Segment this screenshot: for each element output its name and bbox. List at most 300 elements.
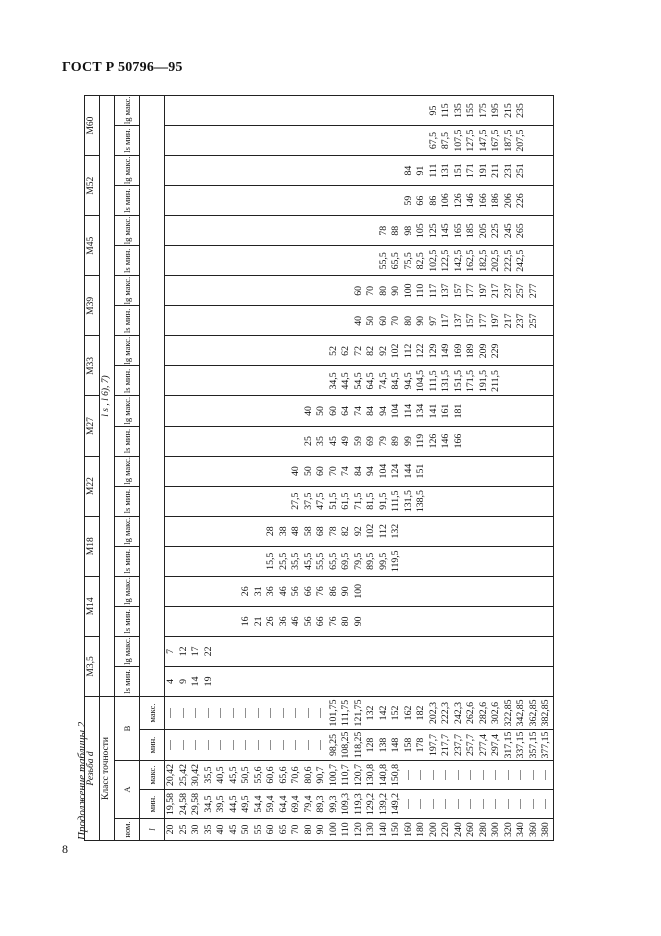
value-cell [465, 546, 478, 576]
value-cell: 197 [478, 276, 491, 306]
value-cell: — [253, 696, 266, 729]
value-cell: 7 [165, 636, 178, 666]
value-cell [428, 486, 441, 516]
value-cell [353, 126, 366, 156]
value-cell [253, 186, 266, 216]
value-cell [165, 96, 178, 126]
value-cell: 134 [415, 396, 428, 426]
value-cell: 21 [253, 606, 266, 636]
value-cell: 74,5 [378, 366, 391, 396]
value-cell [303, 276, 316, 306]
value-cell: — [303, 730, 316, 761]
value-cell [478, 636, 491, 666]
dimensions-table [84, 95, 554, 841]
value-cell [265, 186, 278, 216]
value-cell [278, 216, 291, 246]
value-cell [490, 456, 503, 486]
value-cell: 140,8 [378, 761, 391, 790]
nominal-length-cell: 320 [503, 819, 516, 841]
value-cell [178, 186, 191, 216]
value-cell [178, 426, 191, 456]
value-cell: 166 [478, 186, 491, 216]
value-cell [315, 636, 328, 666]
value-cell: 89,3 [315, 790, 328, 819]
value-cell [165, 306, 178, 336]
nominal-length-cell: 180 [415, 819, 428, 841]
value-cell [365, 246, 378, 276]
value-cell: 142,5 [453, 246, 466, 276]
value-cell: 88 [390, 216, 403, 246]
value-cell: — [178, 696, 191, 729]
value-cell [303, 636, 316, 666]
value-cell [278, 636, 291, 666]
nominal-length-cell: 380 [540, 819, 553, 841]
value-cell [190, 516, 203, 546]
table-row [303, 96, 316, 841]
value-cell: 45 [328, 426, 341, 456]
value-cell: 9 [178, 666, 191, 696]
value-cell [528, 636, 541, 666]
table-row [540, 96, 553, 841]
value-cell: — [415, 790, 428, 819]
value-cell [253, 276, 266, 306]
value-cell: 302,6 [490, 696, 503, 729]
value-cell [215, 606, 228, 636]
value-cell [365, 576, 378, 606]
value-cell [478, 426, 491, 456]
value-cell: 26 [240, 576, 253, 606]
value-cell [290, 666, 303, 696]
value-cell [228, 216, 241, 246]
value-cell: 237,7 [453, 730, 466, 761]
value-cell [190, 246, 203, 276]
value-cell [528, 576, 541, 606]
value-cell: 80 [403, 306, 416, 336]
value-cell: 92 [378, 336, 391, 366]
value-cell: 137 [440, 276, 453, 306]
value-cell [228, 276, 241, 306]
value-cell: — [215, 730, 228, 761]
value-cell [240, 546, 253, 576]
nominal-length-cell: 280 [478, 819, 491, 841]
nominal-length-cell: 340 [515, 819, 528, 841]
value-cell [440, 666, 453, 696]
value-cell [178, 546, 191, 576]
value-cell [203, 366, 216, 396]
value-cell: 197 [490, 306, 503, 336]
value-cell: 111,5 [390, 486, 403, 516]
value-cell: 82 [365, 336, 378, 366]
value-cell [515, 606, 528, 636]
value-cell [165, 156, 178, 186]
value-cell [378, 636, 391, 666]
value-cell: 120,7 [353, 761, 366, 790]
value-cell: 40 [290, 456, 303, 486]
value-cell [415, 576, 428, 606]
value-cell [265, 276, 278, 306]
value-cell: 146 [465, 186, 478, 216]
value-cell: 90 [353, 606, 366, 636]
value-cell [478, 666, 491, 696]
value-cell: 161 [440, 396, 453, 426]
value-cell [215, 306, 228, 336]
value-cell [540, 456, 553, 486]
value-cell: 75,5 [403, 246, 416, 276]
value-cell [278, 336, 291, 366]
value-cell: 69,5 [340, 546, 353, 576]
nominal-length-cell: 25 [178, 819, 191, 841]
value-cell: — [403, 790, 416, 819]
value-cell [328, 306, 341, 336]
value-cell: 68 [315, 516, 328, 546]
value-cell [515, 516, 528, 546]
lg-max-header: lg макс. [115, 516, 140, 546]
value-cell [465, 396, 478, 426]
value-cell: 48 [290, 516, 303, 546]
value-cell [478, 516, 491, 546]
value-cell [453, 546, 466, 576]
value-cell [253, 486, 266, 516]
value-cell [528, 456, 541, 486]
value-cell: 139,2 [378, 790, 391, 819]
value-cell [503, 486, 516, 516]
value-cell: 54,5 [353, 366, 366, 396]
value-cell: 27,5 [290, 486, 303, 516]
value-cell [265, 666, 278, 696]
value-cell: 60 [353, 276, 366, 306]
value-cell [178, 216, 191, 246]
value-cell [228, 576, 241, 606]
value-cell [440, 546, 453, 576]
class-label-cell: Класс точности [100, 696, 115, 840]
value-cell [203, 126, 216, 156]
value-cell: 105 [415, 216, 428, 246]
value-cell: 150,8 [390, 761, 403, 790]
value-cell [353, 216, 366, 246]
value-cell [215, 426, 228, 456]
value-cell: 175 [478, 96, 491, 126]
value-cell [540, 306, 553, 336]
value-cell [278, 426, 291, 456]
value-cell [465, 486, 478, 516]
value-cell [203, 186, 216, 216]
value-cell [328, 636, 341, 666]
value-cell: — [515, 790, 528, 819]
value-cell [528, 186, 541, 216]
table-row [228, 96, 241, 841]
value-cell: 185 [465, 216, 478, 246]
value-cell [165, 366, 178, 396]
thread-size-header: М3,5 [85, 636, 100, 696]
value-cell [353, 666, 366, 696]
value-cell [228, 486, 241, 516]
value-cell: 165 [453, 216, 466, 246]
value-cell [490, 666, 503, 696]
value-cell [228, 396, 241, 426]
value-cell [278, 96, 291, 126]
value-cell [340, 216, 353, 246]
value-cell [165, 126, 178, 156]
value-cell: 92 [353, 516, 366, 546]
value-cell: 72 [353, 336, 366, 366]
value-cell [215, 516, 228, 546]
value-cell: 94 [365, 456, 378, 486]
table-row [190, 96, 203, 841]
value-cell: 148 [390, 730, 403, 761]
value-cell: 40,5 [215, 761, 228, 790]
value-cell [190, 216, 203, 246]
value-cell: 121,75 [353, 696, 366, 729]
value-cell: — [278, 696, 291, 729]
value-cell: 90 [390, 276, 403, 306]
value-cell: 89 [390, 426, 403, 456]
value-cell [465, 606, 478, 636]
value-cell: 15,5 [265, 546, 278, 576]
value-cell: 112 [403, 336, 416, 366]
value-cell [203, 396, 216, 426]
nominal-length-cell: 200 [428, 819, 441, 841]
value-cell: 122,5 [440, 246, 453, 276]
value-cell [353, 96, 366, 126]
value-cell: 90 [415, 306, 428, 336]
value-cell: 14 [190, 666, 203, 696]
value-cell: — [190, 730, 203, 761]
table-body [165, 96, 554, 841]
value-cell [390, 126, 403, 156]
value-cell: 151 [453, 156, 466, 186]
value-cell: 128 [365, 730, 378, 761]
value-cell: 60 [315, 456, 328, 486]
value-cell: 209 [478, 336, 491, 366]
value-cell: 197,7 [428, 730, 441, 761]
value-cell: — [215, 696, 228, 729]
value-cell: 125 [428, 216, 441, 246]
value-cell: 129 [428, 336, 441, 366]
value-cell [165, 486, 178, 516]
value-cell: — [440, 790, 453, 819]
value-cell [453, 456, 466, 486]
value-cell [490, 576, 503, 606]
value-cell [303, 366, 316, 396]
nominal-length-cell: 300 [490, 819, 503, 841]
value-cell [528, 606, 541, 636]
value-cell [290, 306, 303, 336]
value-cell [165, 186, 178, 216]
value-cell: 91 [415, 156, 428, 186]
value-cell [515, 666, 528, 696]
value-cell: 102 [390, 336, 403, 366]
value-cell: 195 [490, 96, 503, 126]
value-cell [278, 156, 291, 186]
value-cell: 64,4 [278, 790, 291, 819]
value-cell: 44,5 [228, 790, 241, 819]
value-cell: 55,5 [378, 246, 391, 276]
value-cell [390, 576, 403, 606]
value-cell: 114 [403, 396, 416, 426]
value-cell [390, 666, 403, 696]
value-cell [515, 366, 528, 396]
value-cell [165, 276, 178, 306]
value-cell [528, 426, 541, 456]
value-cell: 70 [390, 306, 403, 336]
value-cell [278, 666, 291, 696]
nominal-length-cell: 160 [403, 819, 416, 841]
table-row [428, 96, 441, 841]
value-cell [303, 666, 316, 696]
value-cell: 65,5 [328, 546, 341, 576]
value-cell [328, 126, 341, 156]
value-cell: 66 [315, 606, 328, 636]
value-cell [253, 366, 266, 396]
value-cell: 104 [378, 456, 391, 486]
value-cell: 110 [415, 276, 428, 306]
value-cell [540, 336, 553, 366]
value-cell [490, 636, 503, 666]
lg-max-header: lg макс. [115, 456, 140, 486]
value-cell [265, 156, 278, 186]
value-cell [253, 516, 266, 546]
value-cell: 67,5 [428, 126, 441, 156]
value-cell [203, 516, 216, 546]
value-cell: 144 [403, 456, 416, 486]
value-cell: 44,5 [340, 366, 353, 396]
value-cell [253, 546, 266, 576]
value-cell: 157 [465, 306, 478, 336]
value-cell: — [240, 730, 253, 761]
value-cell [415, 516, 428, 546]
thread-size-header: М18 [85, 516, 100, 576]
value-cell [315, 156, 328, 186]
value-cell [415, 636, 428, 666]
value-cell [165, 546, 178, 576]
value-cell [490, 606, 503, 636]
value-cell [378, 126, 391, 156]
value-cell: — [453, 761, 466, 790]
value-cell [440, 486, 453, 516]
value-cell [240, 396, 253, 426]
value-cell: 104,5 [415, 366, 428, 396]
value-cell: — [515, 761, 528, 790]
table-row [265, 96, 278, 841]
value-cell: — [315, 730, 328, 761]
value-cell [165, 246, 178, 276]
value-cell [253, 156, 266, 186]
value-cell [540, 516, 553, 546]
value-cell: — [265, 730, 278, 761]
value-cell: 60 [328, 396, 341, 426]
value-cell: — [465, 790, 478, 819]
thread-size-header: М27 [85, 396, 100, 456]
value-cell: 132 [365, 696, 378, 729]
value-cell [540, 666, 553, 696]
value-cell [540, 246, 553, 276]
value-cell: 70,6 [290, 761, 303, 790]
lg-max-header: lg макс. [115, 156, 140, 186]
value-cell [240, 636, 253, 666]
value-cell [178, 516, 191, 546]
value-cell [365, 636, 378, 666]
value-cell [453, 636, 466, 666]
value-cell [190, 486, 203, 516]
value-cell: — [415, 761, 428, 790]
table-row [515, 96, 528, 841]
value-cell: 84,5 [390, 366, 403, 396]
value-cell [290, 276, 303, 306]
class-b-max-header: макс. [140, 696, 165, 729]
value-cell [365, 186, 378, 216]
value-cell: 94 [378, 396, 391, 426]
value-cell [278, 186, 291, 216]
ls-min-header: ls мин. [115, 366, 140, 396]
value-cell [403, 546, 416, 576]
value-cell [453, 516, 466, 546]
value-cell: — [203, 696, 216, 729]
value-cell: 187,5 [503, 126, 516, 156]
value-cell [403, 126, 416, 156]
value-cell: 155 [465, 96, 478, 126]
value-cell [403, 666, 416, 696]
value-cell: 99 [403, 426, 416, 456]
value-cell [278, 126, 291, 156]
value-cell: 178 [415, 730, 428, 761]
value-cell [303, 156, 316, 186]
value-cell: 357,15 [528, 730, 541, 761]
value-cell [240, 516, 253, 546]
value-cell [540, 366, 553, 396]
nominal-length-cell: 50 [240, 819, 253, 841]
value-cell [228, 666, 241, 696]
value-cell: 90,7 [315, 761, 328, 790]
value-cell [515, 546, 528, 576]
value-cell [453, 606, 466, 636]
value-cell: 64 [340, 396, 353, 426]
value-cell: 182 [415, 696, 428, 729]
value-cell [303, 216, 316, 246]
table-head [85, 96, 165, 841]
value-cell [540, 156, 553, 186]
value-cell: 171,5 [465, 366, 478, 396]
value-cell [540, 126, 553, 156]
ls-min-header: ls мин. [115, 246, 140, 276]
value-cell: 4 [165, 666, 178, 696]
value-cell [315, 216, 328, 246]
value-cell [515, 426, 528, 456]
ls-min-header: ls мин. [115, 126, 140, 156]
nominal-length-cell: 20 [165, 819, 178, 841]
value-cell: 205 [478, 216, 491, 246]
value-cell [190, 306, 203, 336]
value-cell [240, 306, 253, 336]
value-cell: 29,58 [190, 790, 203, 819]
value-cell [303, 96, 316, 126]
value-cell: 141 [428, 396, 441, 426]
value-cell [540, 606, 553, 636]
value-cell: 28 [265, 516, 278, 546]
value-cell: 171 [465, 156, 478, 186]
value-cell: 222,3 [440, 696, 453, 729]
value-cell [278, 276, 291, 306]
value-cell [353, 636, 366, 666]
value-cell: 217,7 [440, 730, 453, 761]
nominal-length-cell: 40 [215, 819, 228, 841]
value-cell [240, 426, 253, 456]
value-cell: 207,5 [515, 126, 528, 156]
value-cell: 322,85 [503, 696, 516, 729]
value-cell [165, 606, 178, 636]
value-cell: 138 [378, 730, 391, 761]
page-header: ГОСТ Р 50796—95 [62, 60, 183, 75]
value-cell [465, 636, 478, 666]
